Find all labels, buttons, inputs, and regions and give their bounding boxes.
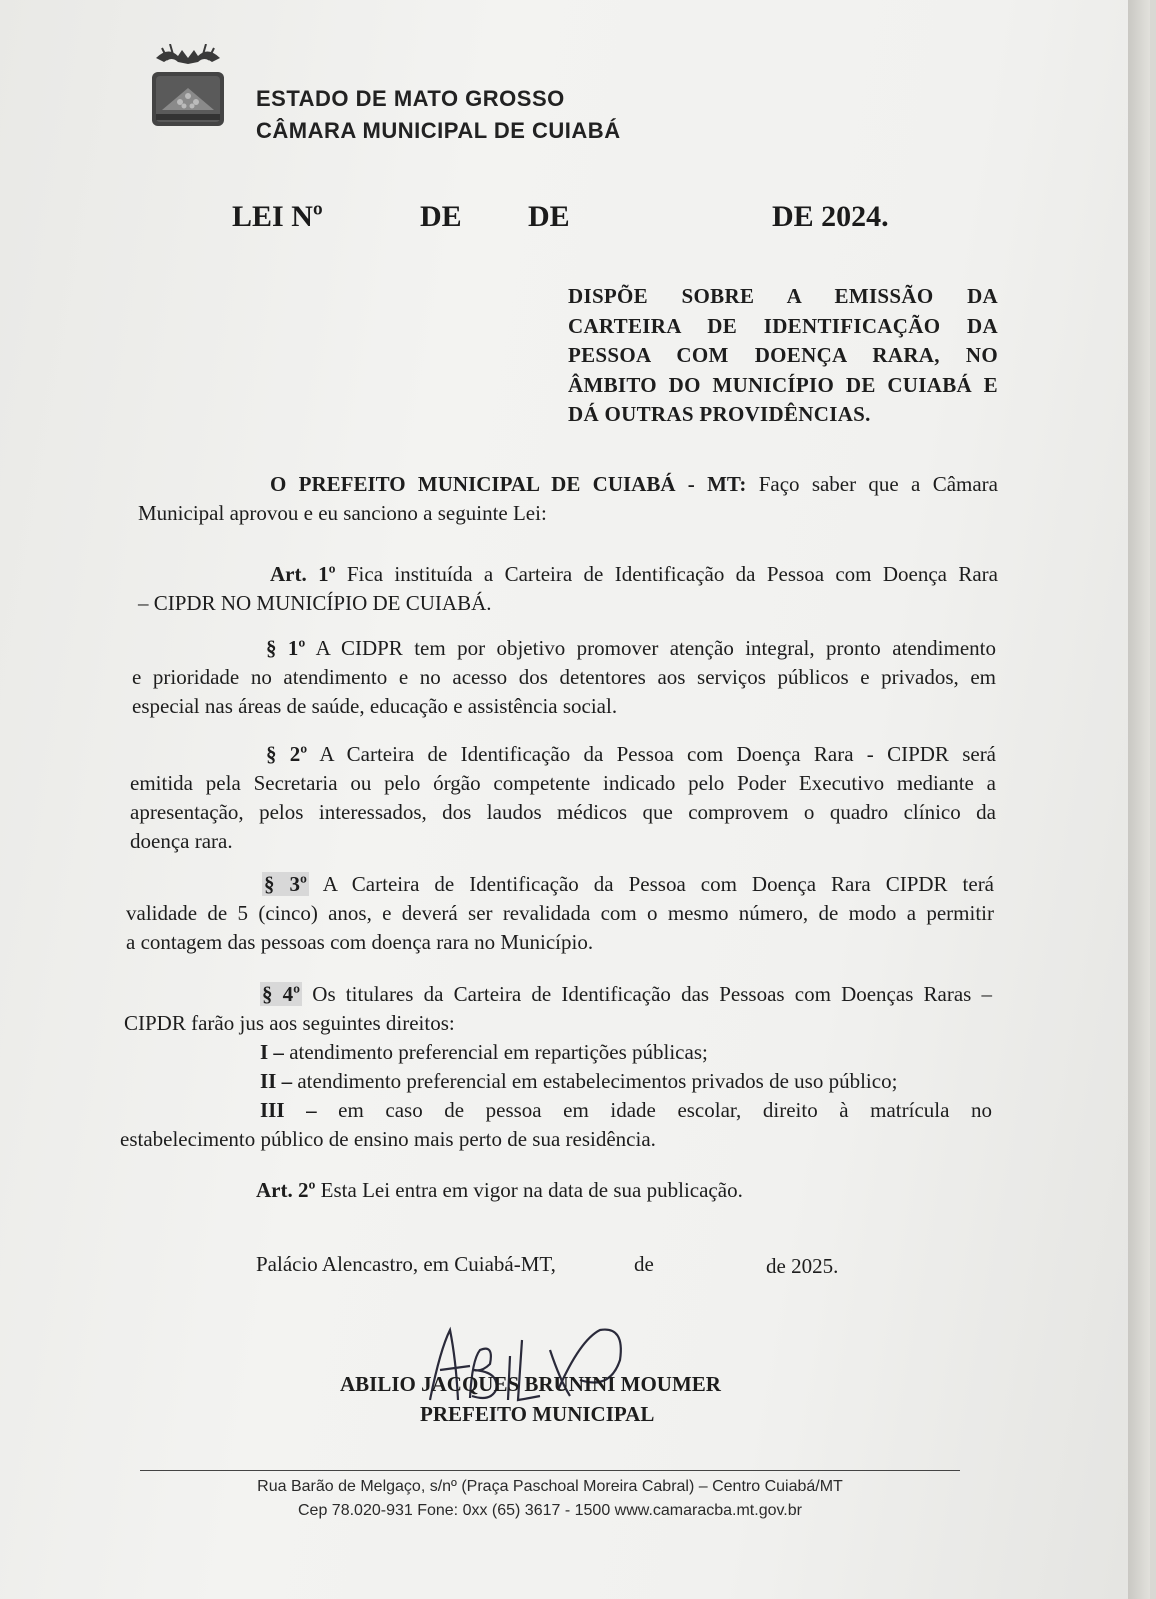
- paragraph-2-line3: apresentação, pelos interessados, dos laudos médicos que comprovem o quadro clínico da: [130, 800, 996, 824]
- article-2-label: Art. 2º: [256, 1178, 316, 1202]
- signer-name: ABILIO JACQUES BRUNINI MOUMER: [340, 1372, 721, 1396]
- law-month-label: DE: [528, 200, 570, 233]
- paragraph-4-text: Os titulares da Carteira de Identificação das Pessoas com Doenças Raras –: [312, 982, 993, 1006]
- place-text: Palácio Alencastro, em Cuiabá-MT,: [256, 1252, 556, 1276]
- paragraph-1-label: § 1º: [266, 636, 306, 660]
- paragraph-1: [132, 634, 996, 721]
- summary-line: CARTEIRA DE IDENTIFICAÇÃO DA: [568, 313, 998, 338]
- list-item-number: I –: [260, 1040, 284, 1064]
- date-day-label: de: [634, 1252, 654, 1276]
- article-1-label: Art. 1º: [270, 562, 336, 586]
- date-year-label: de 2025.: [766, 1254, 839, 1278]
- paragraph-3-line3: a contagem das pessoas com doença rara no Município.: [126, 930, 594, 954]
- paragraph-3-label: § 3º: [264, 872, 307, 896]
- list-item-text: atendimento preferencial em estabelecimentos privados de uso público;: [297, 1069, 898, 1093]
- paragraph-2: [130, 740, 996, 856]
- paragraph-4-line2: CIPDR farão jus aos seguintes direitos:: [124, 1011, 455, 1035]
- page-edge-shadow: [1128, 0, 1150, 1599]
- paragraph-2-text: A Carteira de Identificação da Pessoa com Doença Rara - CIPDR será: [319, 742, 997, 766]
- paragraph-4: [120, 980, 993, 1154]
- law-number-label: LEI Nº: [232, 200, 323, 233]
- paragraph-3-text: A Carteira de Identificação da Pessoa com Doença Rara CIPDR terá: [322, 872, 995, 896]
- list-item-text: em caso de pessoa em idade escolar, direito à matrícula no: [338, 1098, 992, 1122]
- law-year-label: DE 2024.: [772, 200, 889, 233]
- law-day-label: DE: [420, 200, 462, 233]
- coat-of-arms-icon: [148, 44, 228, 132]
- paragraph-2-line4: doença rara.: [130, 829, 233, 853]
- list-item: [124, 1067, 992, 1096]
- preamble: [138, 470, 998, 528]
- preamble-text: Faço saber que a Câmara: [758, 472, 998, 496]
- list-item: [124, 1038, 992, 1067]
- preamble-line2: Municipal aprovou e eu sanciono a seguinte Lei:: [138, 501, 547, 525]
- article-1-text: Fica instituída a Carteira de Identificação da Pessoa com Doença Rara: [346, 562, 998, 586]
- header-chamber: CÂMARA MUNICIPAL DE CUIABÁ: [256, 118, 621, 143]
- article-2: [256, 1176, 743, 1205]
- article-1: [138, 560, 998, 618]
- paragraph-2-line2: emitida pela Secretaria ou pelo órgão competente indicado pelo Poder Executivo mediante a: [130, 771, 996, 795]
- law-summary: [568, 282, 998, 430]
- list-item: [124, 1096, 992, 1125]
- list-item-number: III –: [260, 1098, 317, 1122]
- list-item-continuation: estabelecimento público de ensino mais perto de sua residência.: [120, 1127, 656, 1151]
- paragraph-4-label: § 4º: [262, 982, 301, 1006]
- list-item-number: II –: [260, 1069, 293, 1093]
- summary-line: PESSOA COM DOENÇA RARA, NO: [568, 343, 998, 367]
- footer-address: Rua Barão de Melgaço, s/nº (Praça Paschoal Moreira Cabral) – Centro Cuiabá/MT: [257, 1478, 843, 1495]
- paragraph-1-text: A CIDPR tem por objetivo promover atenção integral, pronto atendimento: [315, 636, 996, 660]
- header-state: ESTADO DE MATO GROSSO: [256, 86, 565, 111]
- article-1-line2: – CIPDR NO MUNICÍPIO DE CUIABÁ.: [138, 591, 492, 615]
- paragraph-2-label: § 2º: [266, 742, 308, 766]
- summary-line: DISPÕE SOBRE A EMISSÃO DA: [568, 284, 998, 308]
- footer-divider: [140, 1470, 960, 1471]
- paragraph-3: [126, 870, 994, 957]
- paragraph-3-line2: validade de 5 (cinco) anos, e deverá ser revalidada com o mesmo número, de modo a permitir: [126, 901, 994, 925]
- signer-role: PREFEITO MUNICIPAL: [420, 1402, 655, 1426]
- article-2-text: Esta Lei entra em vigor na data de sua publicação.: [320, 1178, 743, 1202]
- summary-line: DÁ OUTRAS PROVIDÊNCIAS.: [568, 402, 871, 426]
- list-item-text: atendimento preferencial em repartições públicas;: [289, 1040, 708, 1064]
- preamble-bold: O PREFEITO MUNICIPAL DE CUIABÁ - MT:: [270, 472, 747, 496]
- paragraph-1-line2: e prioridade no atendimento e no acesso dos detentores aos serviços públicos e privados, em: [132, 665, 996, 689]
- summary-line: ÂMBITO DO MUNICÍPIO DE CUIABÁ E: [568, 372, 998, 397]
- paragraph-1-line3: especial nas áreas de saúde, educação e assistência social.: [132, 694, 618, 718]
- footer-contact: Cep 78.020-931 Fone: 0xx (65) 3617 - 1500 www.camaracba.mt.gov.br: [298, 1502, 802, 1519]
